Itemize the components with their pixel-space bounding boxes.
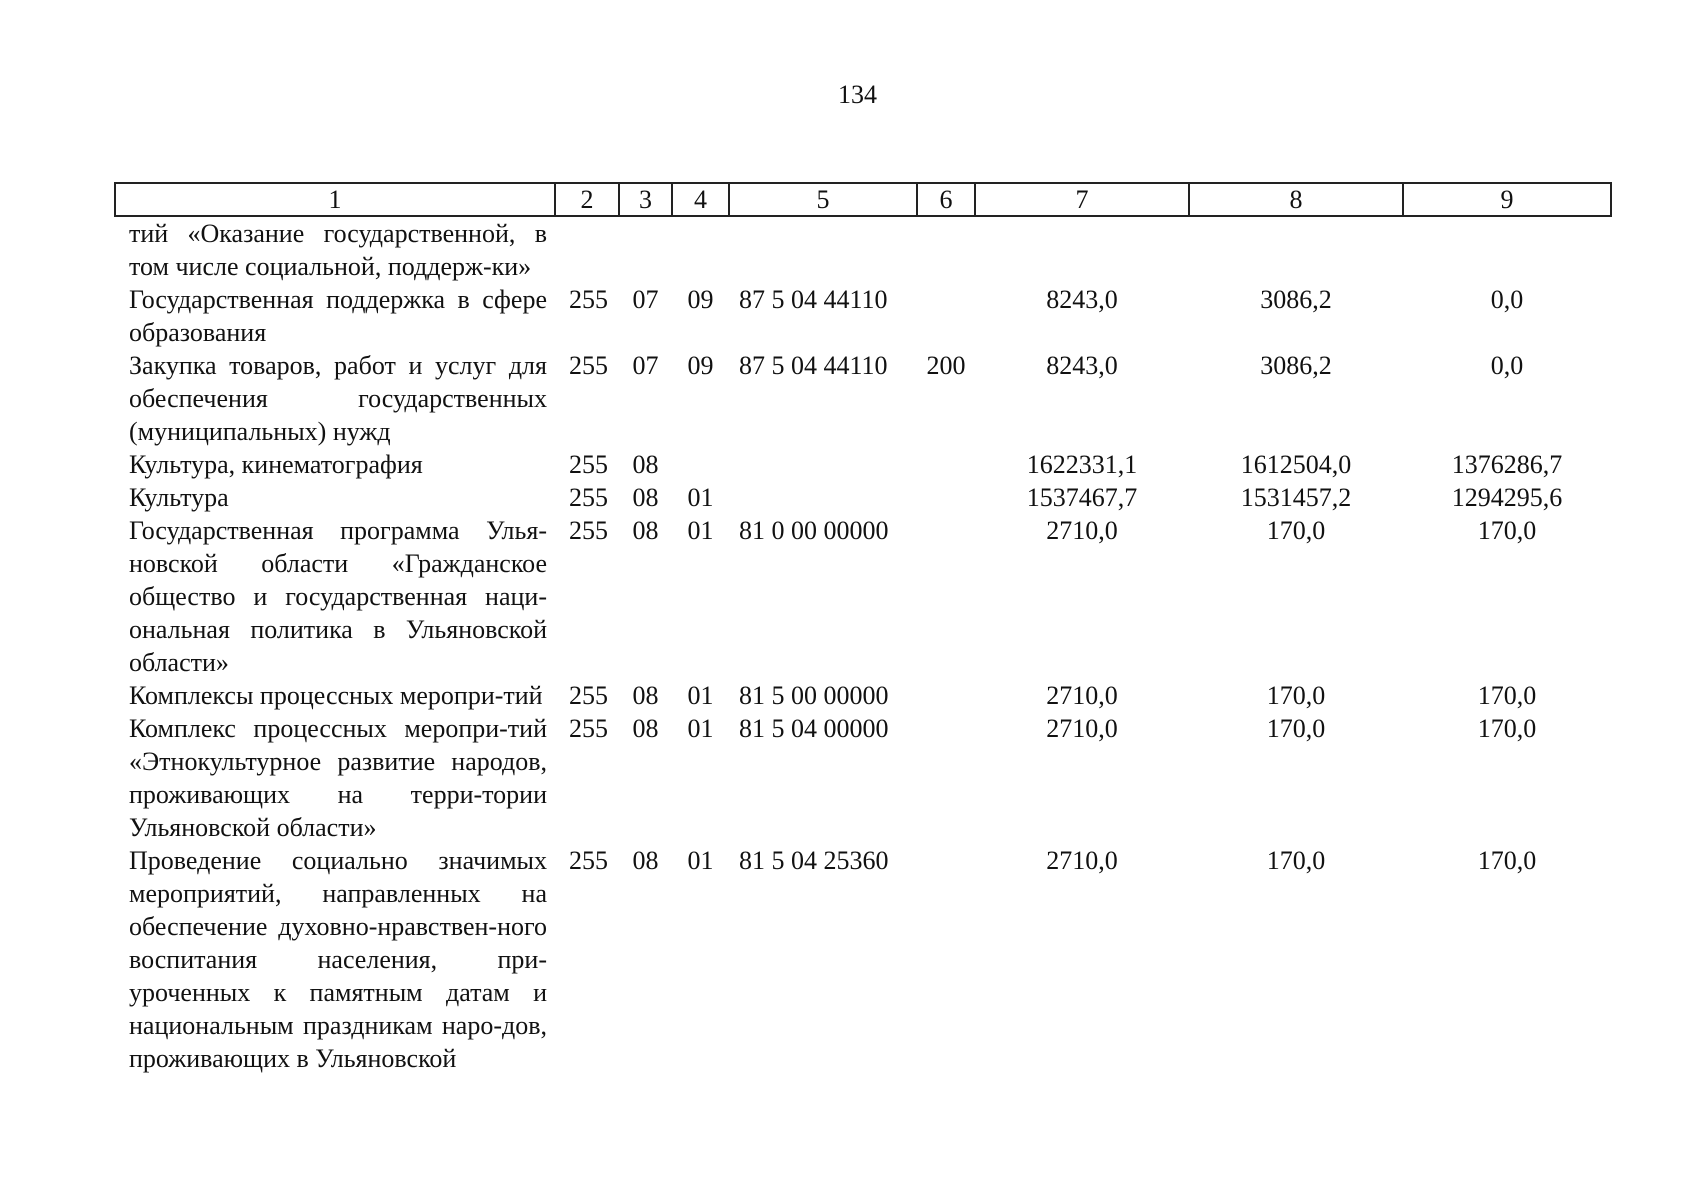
header-col-3: 3 [619, 183, 672, 216]
cell-value-8: 170,0 [1266, 681, 1326, 710]
cell-value-7: 2710,0 [1046, 714, 1118, 743]
cell-code-2: 255 [569, 714, 608, 743]
cell-value-9: 1376286,7 [1451, 450, 1563, 479]
row-name: Культура, кинематография [129, 450, 423, 479]
cell-value-9: 170,0 [1477, 846, 1537, 875]
header-row [115, 183, 1611, 216]
cell-code-2: 255 [569, 681, 608, 710]
cell-code-5: 81 5 04 25360 [739, 846, 889, 875]
table-header [115, 183, 1611, 216]
header-col-4: 4 [672, 183, 729, 216]
header-col-6: 6 [917, 183, 975, 216]
cell-code-2: 255 [569, 285, 608, 314]
row-name: Культура [129, 483, 229, 512]
cell-code-3: 08 [632, 450, 659, 479]
cell-code-3: 07 [632, 285, 659, 314]
cell-value-8: 3086,2 [1260, 285, 1332, 314]
table-row [115, 514, 1611, 679]
cell-code-3: 08 [632, 846, 659, 875]
cell-code-4: 01 [687, 846, 714, 875]
cell-code-3: 08 [632, 516, 659, 545]
cell-value-8: 3086,2 [1260, 351, 1332, 380]
table-body [115, 216, 1611, 1075]
cell-value-7: 2710,0 [1046, 846, 1118, 875]
cell-value-8: 1531457,2 [1240, 483, 1352, 512]
cell-code-6 [917, 679, 975, 712]
cell-code-6 [917, 448, 975, 481]
header-col-2: 2 [555, 183, 619, 216]
cell-value-9: 170,0 [1477, 516, 1537, 545]
cell-value-7: 1537467,7 [1026, 483, 1138, 512]
cell-code-3: 07 [632, 351, 659, 380]
cell-code-2: 255 [569, 450, 608, 479]
cell-code-5: 87 5 04 44110 [739, 285, 888, 314]
table-row [115, 712, 1611, 844]
cell-value-9: 0,0 [1490, 351, 1524, 380]
table-row [115, 349, 1611, 448]
cell-code-4: 01 [687, 681, 714, 710]
row-name: Комплексы процессных меропри-тий [129, 681, 543, 710]
cell-code-3: 08 [632, 714, 659, 743]
table-row [115, 481, 1611, 514]
cell-code-2: 255 [569, 846, 608, 875]
cell-code-2: 255 [569, 483, 608, 512]
cell-code-5: 81 5 04 00000 [739, 714, 889, 743]
cell-code-6 [917, 712, 975, 844]
cell-code-4: 09 [687, 285, 714, 314]
table-row [115, 216, 1611, 283]
cell-value-7: 8243,0 [1046, 351, 1118, 380]
cell-code-4 [672, 448, 729, 481]
cell-value-9: 170,0 [1477, 714, 1537, 743]
row-name: Государственная программа Улья-новской области «Гражданское общество и государственная наци-ональная политика в Ульяновской области» [129, 516, 547, 677]
cell-code-4: 01 [687, 516, 714, 545]
cell-code-6 [917, 844, 975, 1075]
cell-value-9: 1294295,6 [1451, 483, 1563, 512]
header-col-7: 7 [975, 183, 1189, 216]
row-name: Комплекс процессных меропри-тий «Этнокультурное развитие народов, проживающих на терри-тории Ульяновской области» [129, 714, 547, 842]
cell-code-2 [555, 216, 619, 283]
cell-value-7: 2710,0 [1046, 681, 1118, 710]
cell-code-3 [619, 216, 672, 283]
cell-value-9 [1403, 216, 1611, 283]
table-row [115, 679, 1611, 712]
header-col-8: 8 [1189, 183, 1403, 216]
cell-code-5 [729, 448, 917, 481]
cell-code-5: 81 0 00 00000 [739, 516, 889, 545]
cell-value-7: 2710,0 [1046, 516, 1118, 545]
cell-code-4: 01 [687, 483, 714, 512]
cell-value-8: 170,0 [1266, 714, 1326, 743]
budget-table [114, 182, 1612, 1075]
row-name: Проведение социально значимых мероприятий, направленных на обеспечение духовно-нравствен-ного воспитания населения, при-уроченных к памятным датам и национальным праздникам наро-дов, проживающих в Ульяновской [129, 846, 547, 1073]
cell-value-8: 170,0 [1266, 516, 1326, 545]
cell-code-2: 255 [569, 351, 608, 380]
cell-code-3: 08 [632, 483, 659, 512]
header-col-1: 1 [115, 183, 555, 216]
cell-value-7 [975, 216, 1189, 283]
row-name: Государственная поддержка в сфере образования [129, 285, 547, 347]
cell-value-8: 1612504,0 [1240, 450, 1352, 479]
cell-value-9: 170,0 [1477, 681, 1537, 710]
cell-code-5: 81 5 00 00000 [739, 681, 889, 710]
cell-code-6 [917, 283, 975, 349]
cell-value-7: 1622331,1 [1026, 450, 1138, 479]
header-col-5: 5 [729, 183, 917, 216]
cell-code-3: 08 [632, 681, 659, 710]
cell-code-6: 200 [926, 351, 966, 380]
table-row [115, 283, 1611, 349]
row-name: тий «Оказание государственной, в том числе социальной, поддерж-ки» [129, 219, 547, 281]
cell-code-6 [917, 514, 975, 679]
cell-code-2: 255 [569, 516, 608, 545]
cell-value-9: 0,0 [1490, 285, 1524, 314]
cell-code-5 [729, 216, 917, 283]
header-col-9: 9 [1403, 183, 1611, 216]
cell-code-4: 09 [687, 351, 714, 380]
table-row [115, 448, 1611, 481]
cell-code-6 [917, 216, 975, 283]
cell-code-4: 01 [687, 714, 714, 743]
page-number: 134 [838, 80, 877, 109]
table-row [115, 844, 1611, 1075]
row-name: Закупка товаров, работ и услуг для обеспечения государственных (муниципальных) нужд [129, 351, 547, 446]
cell-code-5 [729, 481, 917, 514]
cell-code-5: 87 5 04 44110 [739, 351, 888, 380]
cell-value-8: 170,0 [1266, 846, 1326, 875]
cell-code-6 [917, 481, 975, 514]
cell-value-7: 8243,0 [1046, 285, 1118, 314]
cell-value-8 [1189, 216, 1403, 283]
cell-code-4 [672, 216, 729, 283]
